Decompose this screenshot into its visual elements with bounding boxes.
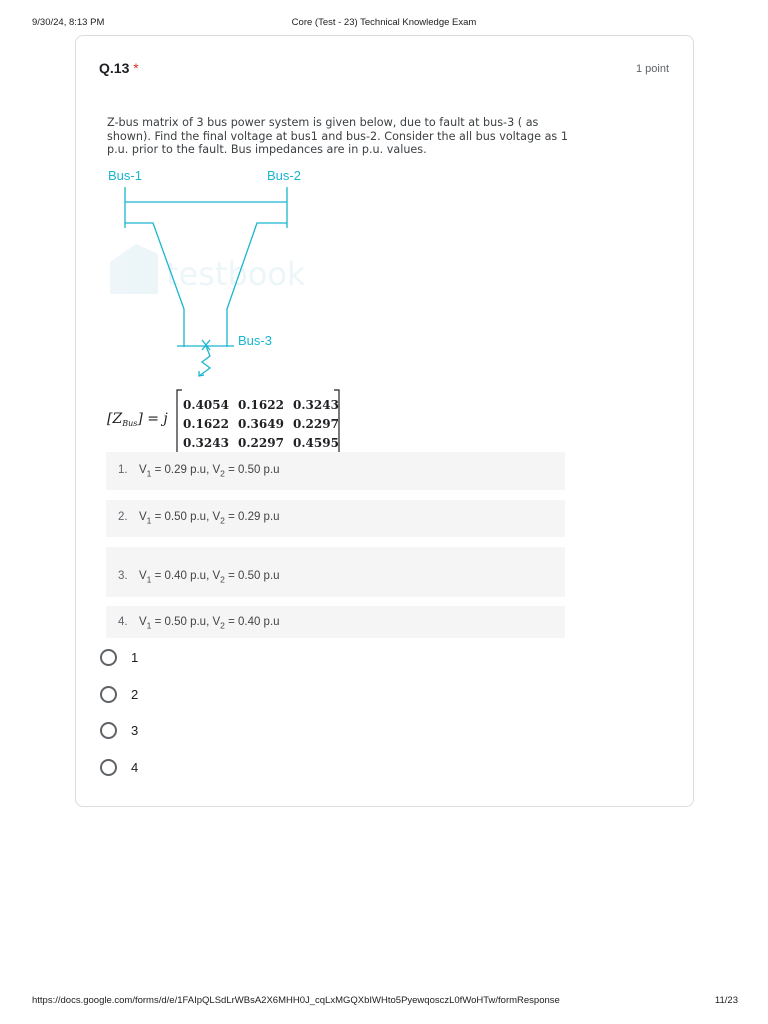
matrix-cell: 0.4595 [293,436,339,450]
watermark-logo [110,244,306,294]
watermark-text: testbook [166,255,306,293]
option-item [106,452,565,490]
matrix-left-bracket [177,390,182,456]
page-url: https://docs.google.com/forms/d/e/1FAIpQLSdLrWBsA2X6MHH0J_cqLxMGQXbIWHto5PyewqosczL0fWoHTw/formResponse [32,995,560,1006]
radio-label[interactable]: 4 [131,760,139,775]
matrix-cell: 0.3243 [293,398,339,412]
option-number: 3. [118,570,128,582]
option-number: 1. [118,464,128,476]
option-number: 4. [118,616,128,628]
option-text: $V_1 = 0.40$ p.u, $V_2 = 0.50$ p.u [139,570,280,585]
matrix-cell: 0.1622 [238,398,284,412]
option-text: $V_1 = 0.29$ p.u, $V_2 = 0.50$ p.u [139,464,280,479]
svg-text:[ZBus] = j: $[Z_{Bus}] = j$ [107,411,168,428]
matrix-cell: 0.3649 [238,417,284,431]
question-number: Q.13 * [99,60,139,76]
bus1-label: Bus-1 [108,168,142,183]
required-asterisk: * [133,60,139,76]
radio-label[interactable]: 3 [131,723,139,738]
radio-label[interactable]: 2 [131,687,139,702]
option-number: 2. [118,511,128,523]
impedance-matrix [107,390,339,456]
option-text: $V_1 = 0.50$ p.u, $V_2 = 0.29$ p.u [139,511,280,526]
question-points: 1 point [635,63,669,75]
option-item [106,500,565,537]
matrix-cell: 0.2297 [293,417,339,431]
page-number: 11/23 [714,995,738,1006]
radio-button-1[interactable] [100,649,117,666]
question-text: Z-bus matrix of 3 bus power system is given below, due to fault at bus-3 ( as shown). Find the final voltage at bus1 and bus-2. Consider the all bus voltage as 1 p.u. prior to the fault. Bus impedances are in p.u. values. [107,116,568,157]
radio-button-4[interactable] [100,759,117,776]
print-date: 9/30/24, 8:13 PM [32,17,105,28]
question-card [75,35,694,807]
bus3-label: Bus-3 [238,333,272,348]
matrix-cell: 0.4054 [183,398,229,412]
option-item [106,547,565,597]
radio-button-2[interactable] [100,686,117,703]
matrix-cell: 0.2297 [238,436,284,450]
matrix-cell: 0.3243 [183,436,229,450]
option-item [106,606,565,638]
page-header-title: Core (Test - 23) Technical Knowledge Exam [291,17,477,28]
option-text: $V_1 = 0.50$ p.u, $V_2 = 0.40$ p.u [139,616,280,631]
bus2-label: Bus-2 [267,168,301,183]
radio-label[interactable]: 1 [131,650,139,665]
matrix-cell: 0.1622 [183,417,229,431]
radio-button-3[interactable] [100,722,117,739]
